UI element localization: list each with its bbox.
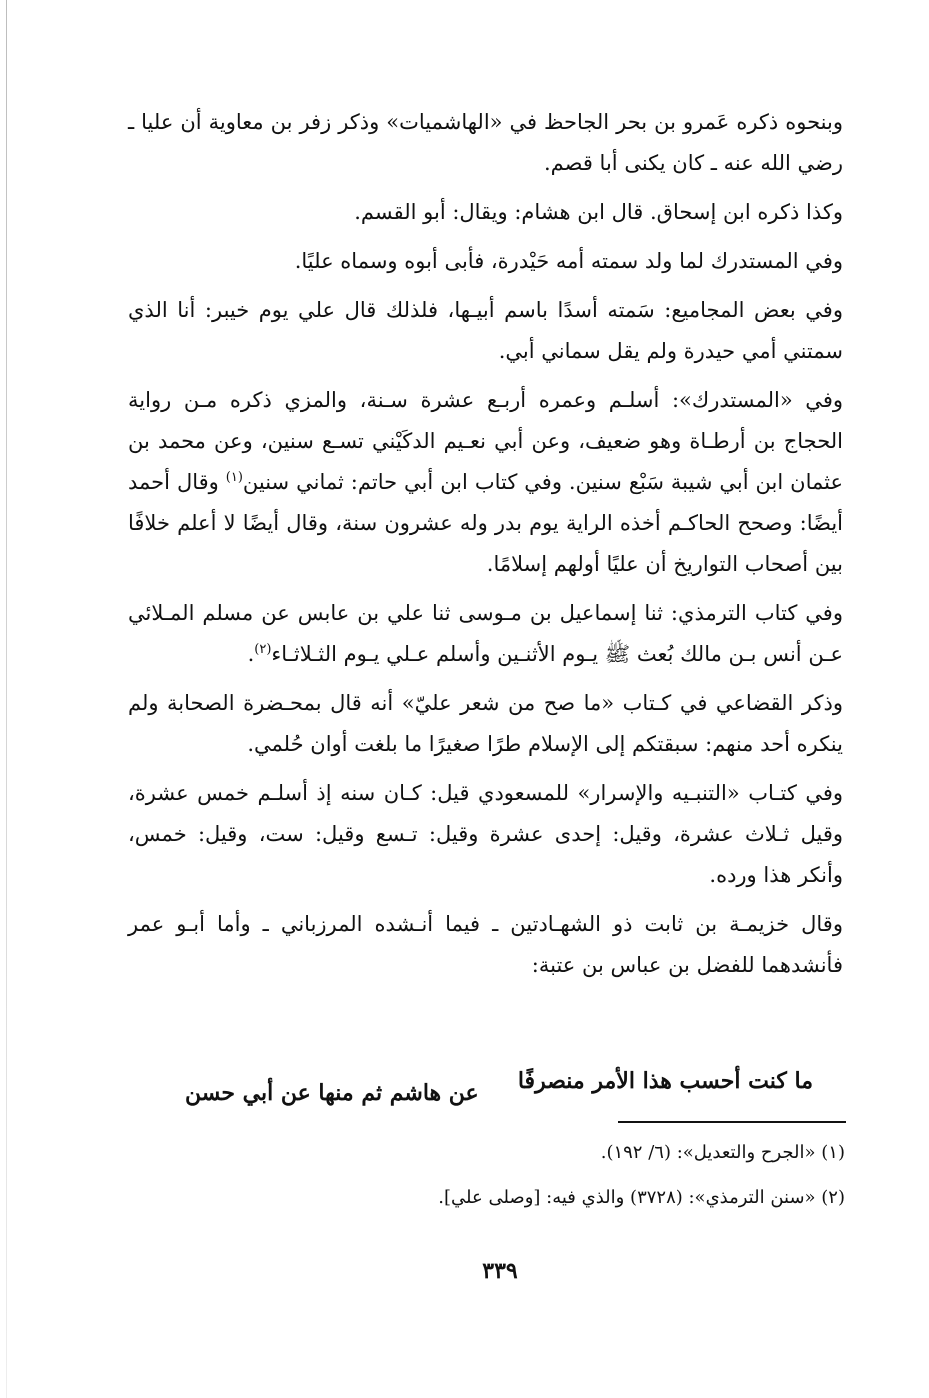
paragraph-8-text: وفي كتـاب «التنبـيه والإسرار» للمسعودي قيل: كـان سنه إذ أسلـم خمس عشرة، وقيل ثـلاث عشرة، وقيل: إحدى عشرة وقيل: تـسع وقيل: ست، وقيل: خمس، وأنكر هذا ورده. xyxy=(128,781,844,887)
poetry-verse xyxy=(185,1068,825,1112)
paragraph-6 xyxy=(128,593,843,675)
main-text xyxy=(128,102,843,986)
page-edge-shadow xyxy=(6,0,7,1398)
footnote-1: (١) «الجرح والتعديل»: (٦/ ١٩٢). xyxy=(600,1142,845,1163)
paragraph-4-text: وفي بعض المجاميع: سَمته أسدًا باسم أبيـها، فلذلك قال علي يوم خيبر: أنا الذي سمتني أمي حيدرة ولم يقل سماني أبي. xyxy=(128,298,843,363)
verse-first-hemistich: ما كنت أحسب هذا الأمر منصرفًا xyxy=(517,1068,813,1094)
paragraph-4 xyxy=(128,290,843,372)
paragraph-7 xyxy=(128,683,843,765)
footnotes xyxy=(320,1130,845,1220)
paragraph-9 xyxy=(128,904,843,986)
footnote-marker-1: (١) xyxy=(225,470,243,485)
paragraph-2-text: وكذا ذكره ابن إسحاق. قال ابن هشام: ويقال: أبو القسم. xyxy=(354,200,843,224)
footnote-2: (٢) «سنن الترمذي»: (٣٧٢٨) والذي فيه: [وصلى علي]. xyxy=(438,1187,845,1208)
paragraph-5-text: وفي «المستدرك»: أسلـم وعمره أربـع عشرة سـنة، والمزي ذكره مـن رواية الحجاج بن أرطـاة وهو ضعيف، وعن أبي نعـيم الدكَيْني تسـع سنين، وعن محمد بن عثمان ابن أبي شيبة سَبْع سنين. وفي كتاب ابن أبي حاتم: ثماني سنين xyxy=(128,388,843,494)
paragraph-6-text-after: . xyxy=(247,642,255,666)
paragraph-8 xyxy=(128,773,843,896)
footnote-separator xyxy=(618,1121,846,1123)
footnote-marker-2: (٢) xyxy=(254,642,272,657)
paragraph-5 xyxy=(128,380,843,585)
paragraph-7-text: وذكر القضاعي في كـتاب «ما صح من شعر عليّ» أنه قال بمحـضرة الصحابة ولم ينكره أحد منهم: سبقتكم إلى الإسلام طرًا صغيرًا ما بلغت أوان حُلمي. xyxy=(128,691,843,756)
paragraph-1 xyxy=(128,102,843,184)
paragraph-2 xyxy=(128,192,843,233)
paragraph-3 xyxy=(128,241,843,282)
paragraph-5-text-after: وقال أحمد أيضًا: وصحح الحاكـم أخذه الراية يوم بدر وله عشرون سنة، وقال أيضًا لا أعلم خلافًا بين أصحاب التواريخ أن عليًا أولهم إسلامًا. xyxy=(128,470,843,576)
paragraph-1-text: وبنحوه ذكره عَمرو بن بحر الجاحظ في «الهاشميات» وذكر زفر بن معاوية أن عليا ـ رضي الله عنه ـ كان يكنى أبا قصم. xyxy=(128,110,843,175)
paragraph-6-text: وفي كتاب الترمذي: ثنا إسماعيل بن مـوسى ثنا علي بن عابس عن مسلم المـلائي عـن أنس بـن مالك بُعث ﷺ يـوم الأثنـين وأسلم عـلي يـوم الثـلاثـاء xyxy=(128,601,843,666)
verse-second-hemistich: عن هاشم ثم منها عن أبي حسن xyxy=(185,1080,479,1106)
paragraph-9-text: وقال خزيمـة بن ثابت ذو الشهـادتين ـ فيما أنـشده المرزباني ـ وأما أبـو عمر فأنشدهما للفضل بن عباس بن عتبة: xyxy=(128,912,843,977)
page-number: ٣٣٩ xyxy=(482,1258,518,1284)
paragraph-3-text: وفي المستدرك لما ولد سمته أمه حَيْدرة، فأبى أبوه وسماه عليًا. xyxy=(294,249,843,273)
